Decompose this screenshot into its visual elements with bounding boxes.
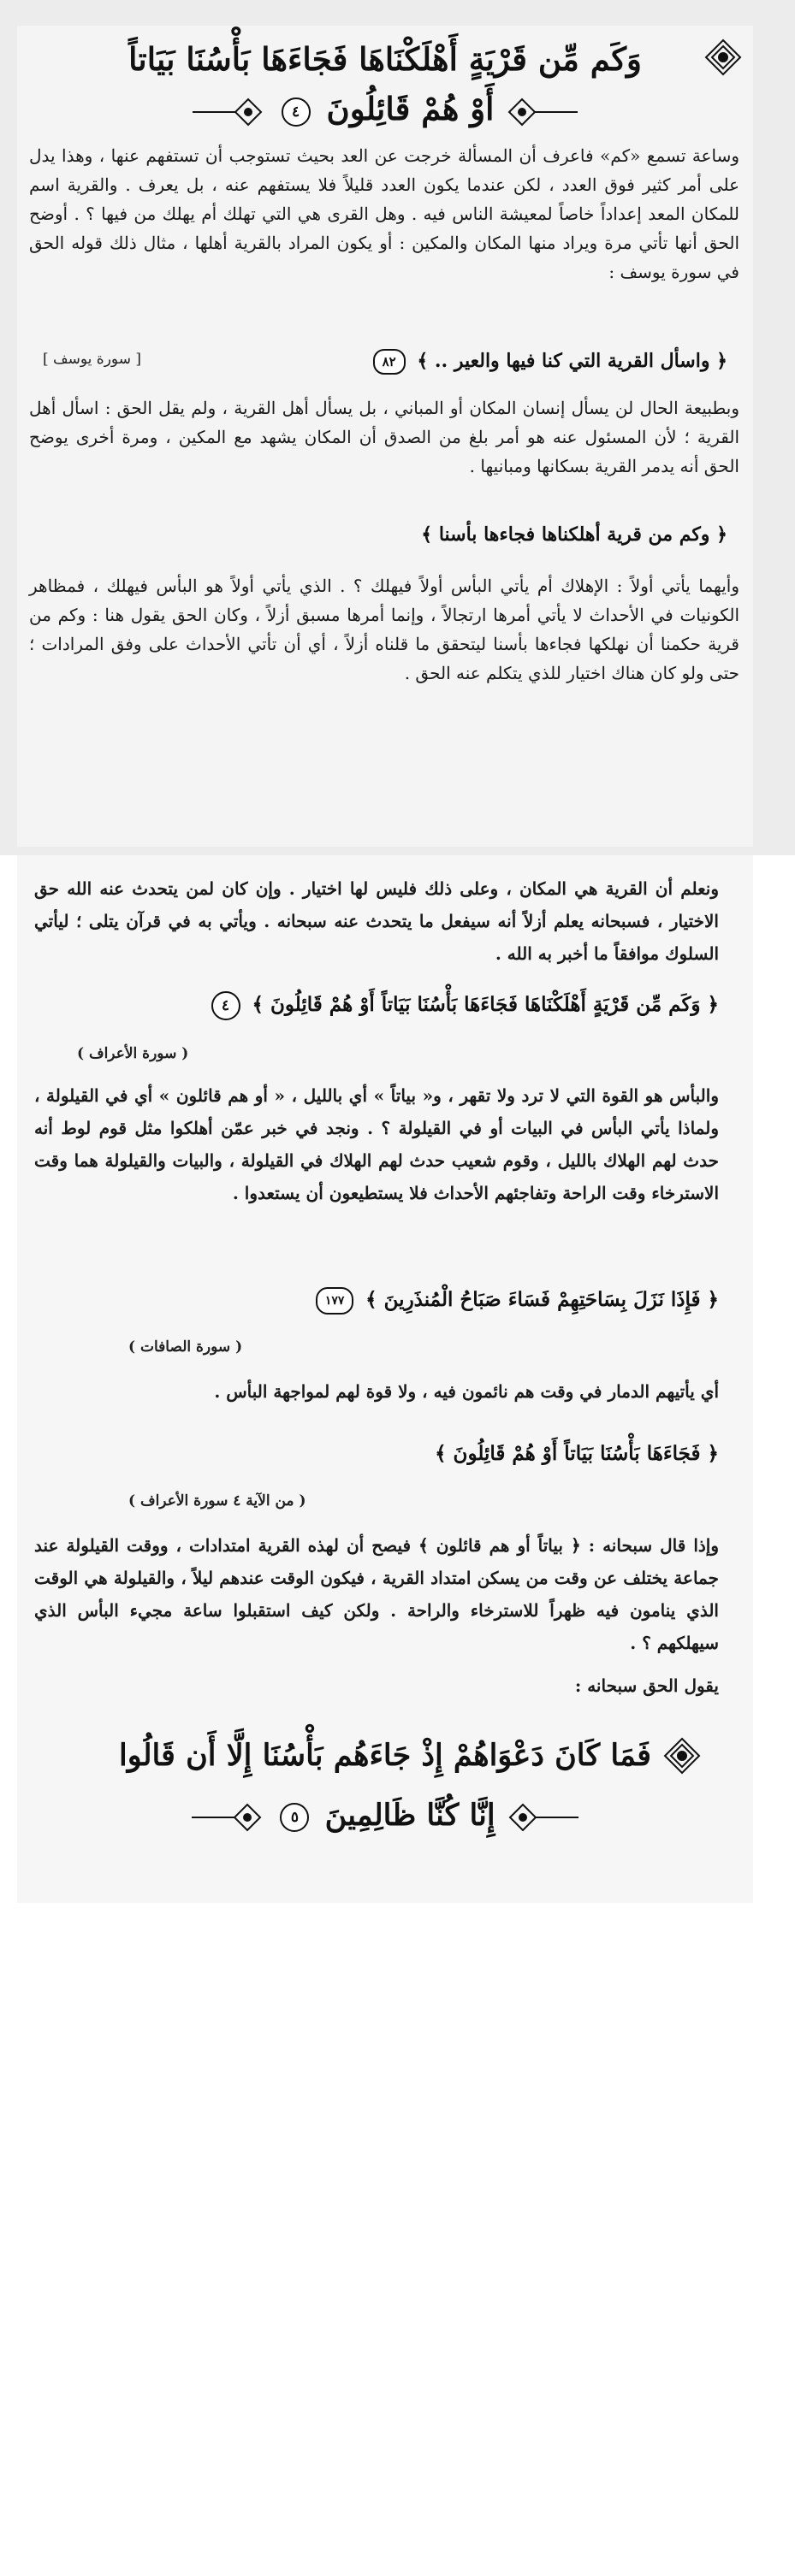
- verse-saffat-text: ﴿ فَإِذَا نَزَلَ بِسَاحَتِهِمْ فَسَاءَ صَبَاحُ الْمُنذَرِينَ ﴾: [365, 1288, 719, 1311]
- verse-source-yusuf: [ سورة يوسف ]: [43, 351, 141, 368]
- verse-number-badge: ٨٢: [373, 349, 406, 375]
- frame-ornament-right-icon: [188, 95, 265, 129]
- lower-page-scan: [17, 855, 753, 1903]
- rosette-ornament-icon: [703, 38, 743, 77]
- upper-page-scan: [17, 26, 753, 847]
- verse-yusuf-text: ﴿ واسأل القرية التي كنا فيها والعير .. ﴾: [417, 350, 727, 372]
- closing-verse-line2: [171, 1794, 599, 1837]
- commentary-paragraph-6: أي يأتيهم الدمار في وقت هم نائمون فيه ، ولا قوة لهم لمواجهة البأس .: [214, 1381, 719, 1402]
- verse-araf-4-text: ﴿ وَكَم مِّن قَرْيَةٍ أَهْلَكْنَاهَا فَجَاءَهَا بَأْسُنَا بَيَاتاً أَوْ هُمْ قَائِلُونَ ﴾: [252, 993, 719, 1016]
- commentary-paragraph-8: يقول الحق سبحانه :: [574, 1675, 719, 1696]
- closing-verse-line1: فَمَا كَانَ دَعْوَاهُمْ إِذْ جَاءَهُم بَأْسُنَا إِلَّا أَن قَالُوا: [119, 1738, 651, 1773]
- verse-number-badge: ١٧٧: [316, 1287, 353, 1315]
- ayah-number-medallion: ٥: [280, 1803, 309, 1832]
- commentary-paragraph-1: وساعة تسمع «كم» فاعرف أن المسألة خرجت عن العد بحيث تستوجب أن تستفهم عنها ، وهذا يدل على أمر كثير فوق العدد ، لكن عندما يكون العدد قليلاً فلا يستفهم عنه ، بل يعرف . والقرية اسم للمكان المعد إعداداً خاصاً لمعيشة الناس فيه . وهل القرى هي التي تهلك أم يهلك من فيها ؟ . أوضح الحق أنها تأتي مرة ويراد منها المكان والمكين : أو يكون المراد بالقرية أهلها ، مثال ذلك قوله الحق في سورة يوسف :: [29, 145, 739, 282]
- lower-page: [0, 855, 795, 1911]
- frame-ornament-left-icon: [506, 1800, 583, 1835]
- title-line2-text: أَوْ هُمْ قَائِلُونَ: [326, 90, 495, 127]
- frame-ornament-right-icon: [187, 1800, 264, 1835]
- commentary-paragraph-2: وبطبيعة الحال لن يسأل إنسان المكان أو المباني ، بل يسأل أهل القرية ، ولم يقل الحق : اسأل أهل القرية ؛ لأن المسئول عنه هو أمر بلغ من الصدق أن المكان يشهد مع المكين ، ومرة أخرى يوضح الحق أنه يدمر القرية بسكانها ومبانيها .: [29, 398, 739, 476]
- ayah-number-medallion: ٤: [282, 97, 311, 127]
- verse-source-araf: ( سورة الأعراف ): [77, 1045, 189, 1062]
- closing-line2-text: إِنَّا كُنَّا ظَالِمِينَ: [324, 1798, 495, 1833]
- upper-page: [0, 0, 795, 855]
- commentary-paragraph-3: وأيهما يأتي أولاً : الإهلاك أم يأتي البأس أولاً فيهلك ؟ . الذي يأتي أولاً هو البأس فيهلك ، فمظاهر الكونيات في الأحداث لا يأتي أمرها ارتجالاً ، وإنما أمرها مسبق أزلاً ، وكان الحق يقول هنا : وكم من قرية حكمنا أن نهلكها فجاءها بأسنا ليتحقق ما قلناه أزلاً ، أي أن تأتي الأحداث على وفق المرادات ؛ حتى ولو كان هناك اختيار للذي يتكلم عنه الحق .: [29, 576, 739, 683]
- surah-verse-title-line2: [145, 87, 625, 130]
- surah-verse-title-line1: وَكَم مِّن قَرْيَةٍ أَهْلَكْنَاهَا فَجَاءَهَا بَأْسُنَا بَيَاتاً: [128, 40, 642, 78]
- verse-quote-yusuf: [248, 346, 727, 375]
- verse-source-saffat: ( سورة الصافات ): [128, 1338, 243, 1356]
- commentary-paragraph-7: وإذا قال سبحانه : ﴿ بياتاً أو هم قائلون ﴾ فيصح أن لهذه القرية امتدادات ، ووقت القيلولة عند جماعة يختلف عن وقت من يسكن امتداد القرية ، فيكون الوقت عندهم ليلاً ، والقيلولة هي الوقت الذي ينامون فيه ظهراً للاسترخاء والراحة . ولكن كيف استقبلوا ساعة مجيء البأس الذي سيهلكهم ؟ .: [34, 1535, 719, 1653]
- verse-number-badge: ٤: [211, 991, 240, 1020]
- verse-quote-araf-partial: ﴿ وكم من قرية أهلكناها فجاءها بأسنا ﴾: [421, 523, 727, 546]
- commentary-paragraph-5: والبأس هو القوة التي لا ترد ولا تقهر ، و« بياتاً » أي بالليل ، « أو هم قائلون » أي في القيلولة ، ولماذا يأتي البأس في البيات أو في القيلولة ؟ . ونجد في خبر عمّن أهلكوا مثل قوم لوط أنه حدث لهم الهلاك بالليل ، وقوم شعيب حدث لهم الهلاك في القيلولة ، والبيات والقيلولة هما وقت الاسترخاء وقت الراحة وتفاجئهم الأحداث فلا يستطيعون أن يستعدوا .: [34, 1085, 720, 1203]
- verse-quote-araf-partial-2: ﴿ فَجَاءَهَا بَأْسُنَا بَيَاتاً أَوْ هُمْ قَائِلُونَ ﴾: [435, 1442, 719, 1465]
- verse-source-araf-partial: ( من الآية ٤ سورة الأعراف ): [128, 1492, 306, 1510]
- verse-quote-araf-4: [68, 988, 719, 1022]
- commentary-paragraph-4: ونعلم أن القرية هي المكان ، وعلى ذلك فليس لها اختيار . وإن كان لمن يتحدث عنه الله حق الاختيار ، فسبحانه يعلم أزلاً أنه سيفعل ما يتحدث عنه سبحانه . ويأتي به في قرآن يتلى ؛ ليأتي السلوك موافقاً ما أخبر به الله .: [34, 878, 719, 964]
- frame-ornament-left-icon: [505, 95, 582, 129]
- verse-quote-saffat: [188, 1283, 719, 1317]
